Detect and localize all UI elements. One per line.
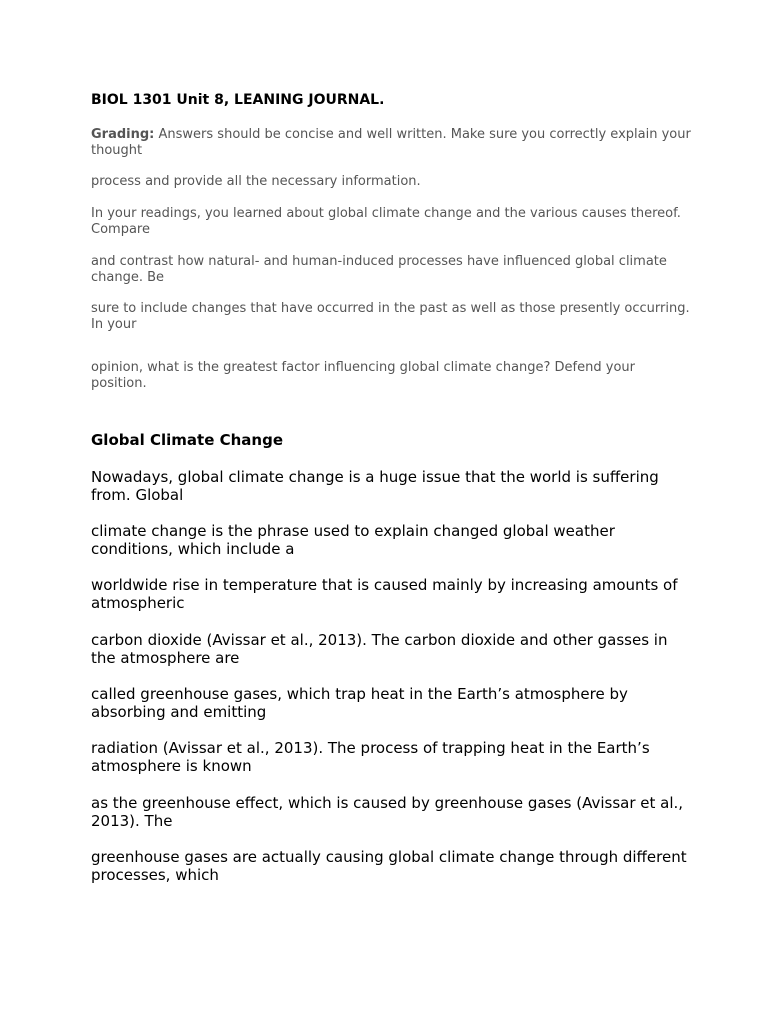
instruction-paragraph: opinion, what is the greatest factor influencing global climate change? Defend your position. <box>91 360 635 391</box>
instruction-paragraph: sure to include changes that have occurred in the past as well as those presently occurring. In your <box>91 301 690 332</box>
instruction-paragraph <box>91 127 691 159</box>
instruction-paragraph: and contrast how natural- and human-induced processes have influenced global climate change. Be <box>91 254 667 285</box>
body-paragraph: climate change is the phrase used to explain changed global weather conditions, which include a <box>91 522 615 558</box>
instruction-text: Answers should be concise and well written. Make sure you correctly explain your thought <box>91 127 691 158</box>
body-paragraph: called greenhouse gases, which trap heat in the Earth’s atmosphere by absorbing and emitting <box>91 685 628 721</box>
instruction-paragraph: process and provide all the necessary information. <box>91 174 421 189</box>
grading-label: Grading: <box>91 127 155 142</box>
body-paragraph: worldwide rise in temperature that is caused mainly by increasing amounts of atmospheric <box>91 576 678 612</box>
section-title: Global Climate Change <box>91 431 283 449</box>
instruction-paragraph: In your readings, you learned about global climate change and the various causes thereof. Compare <box>91 206 681 237</box>
body-paragraph: Nowadays, global climate change is a huge issue that the world is suffering from. Global <box>91 468 659 504</box>
body-paragraph: greenhouse gases are actually causing global climate change through different processes, which <box>91 848 687 884</box>
document-title: BIOL 1301 Unit 8, LEANING JOURNAL. <box>91 92 385 108</box>
body-paragraph: radiation (Avissar et al., 2013). The process of trapping heat in the Earth’s atmosphere is known <box>91 739 650 775</box>
body-paragraph: as the greenhouse effect, which is caused by greenhouse gases (Avissar et al., 2013). The <box>91 794 684 830</box>
body-paragraph: carbon dioxide (Avissar et al., 2013). The carbon dioxide and other gasses in the atmosphere are <box>91 631 668 667</box>
